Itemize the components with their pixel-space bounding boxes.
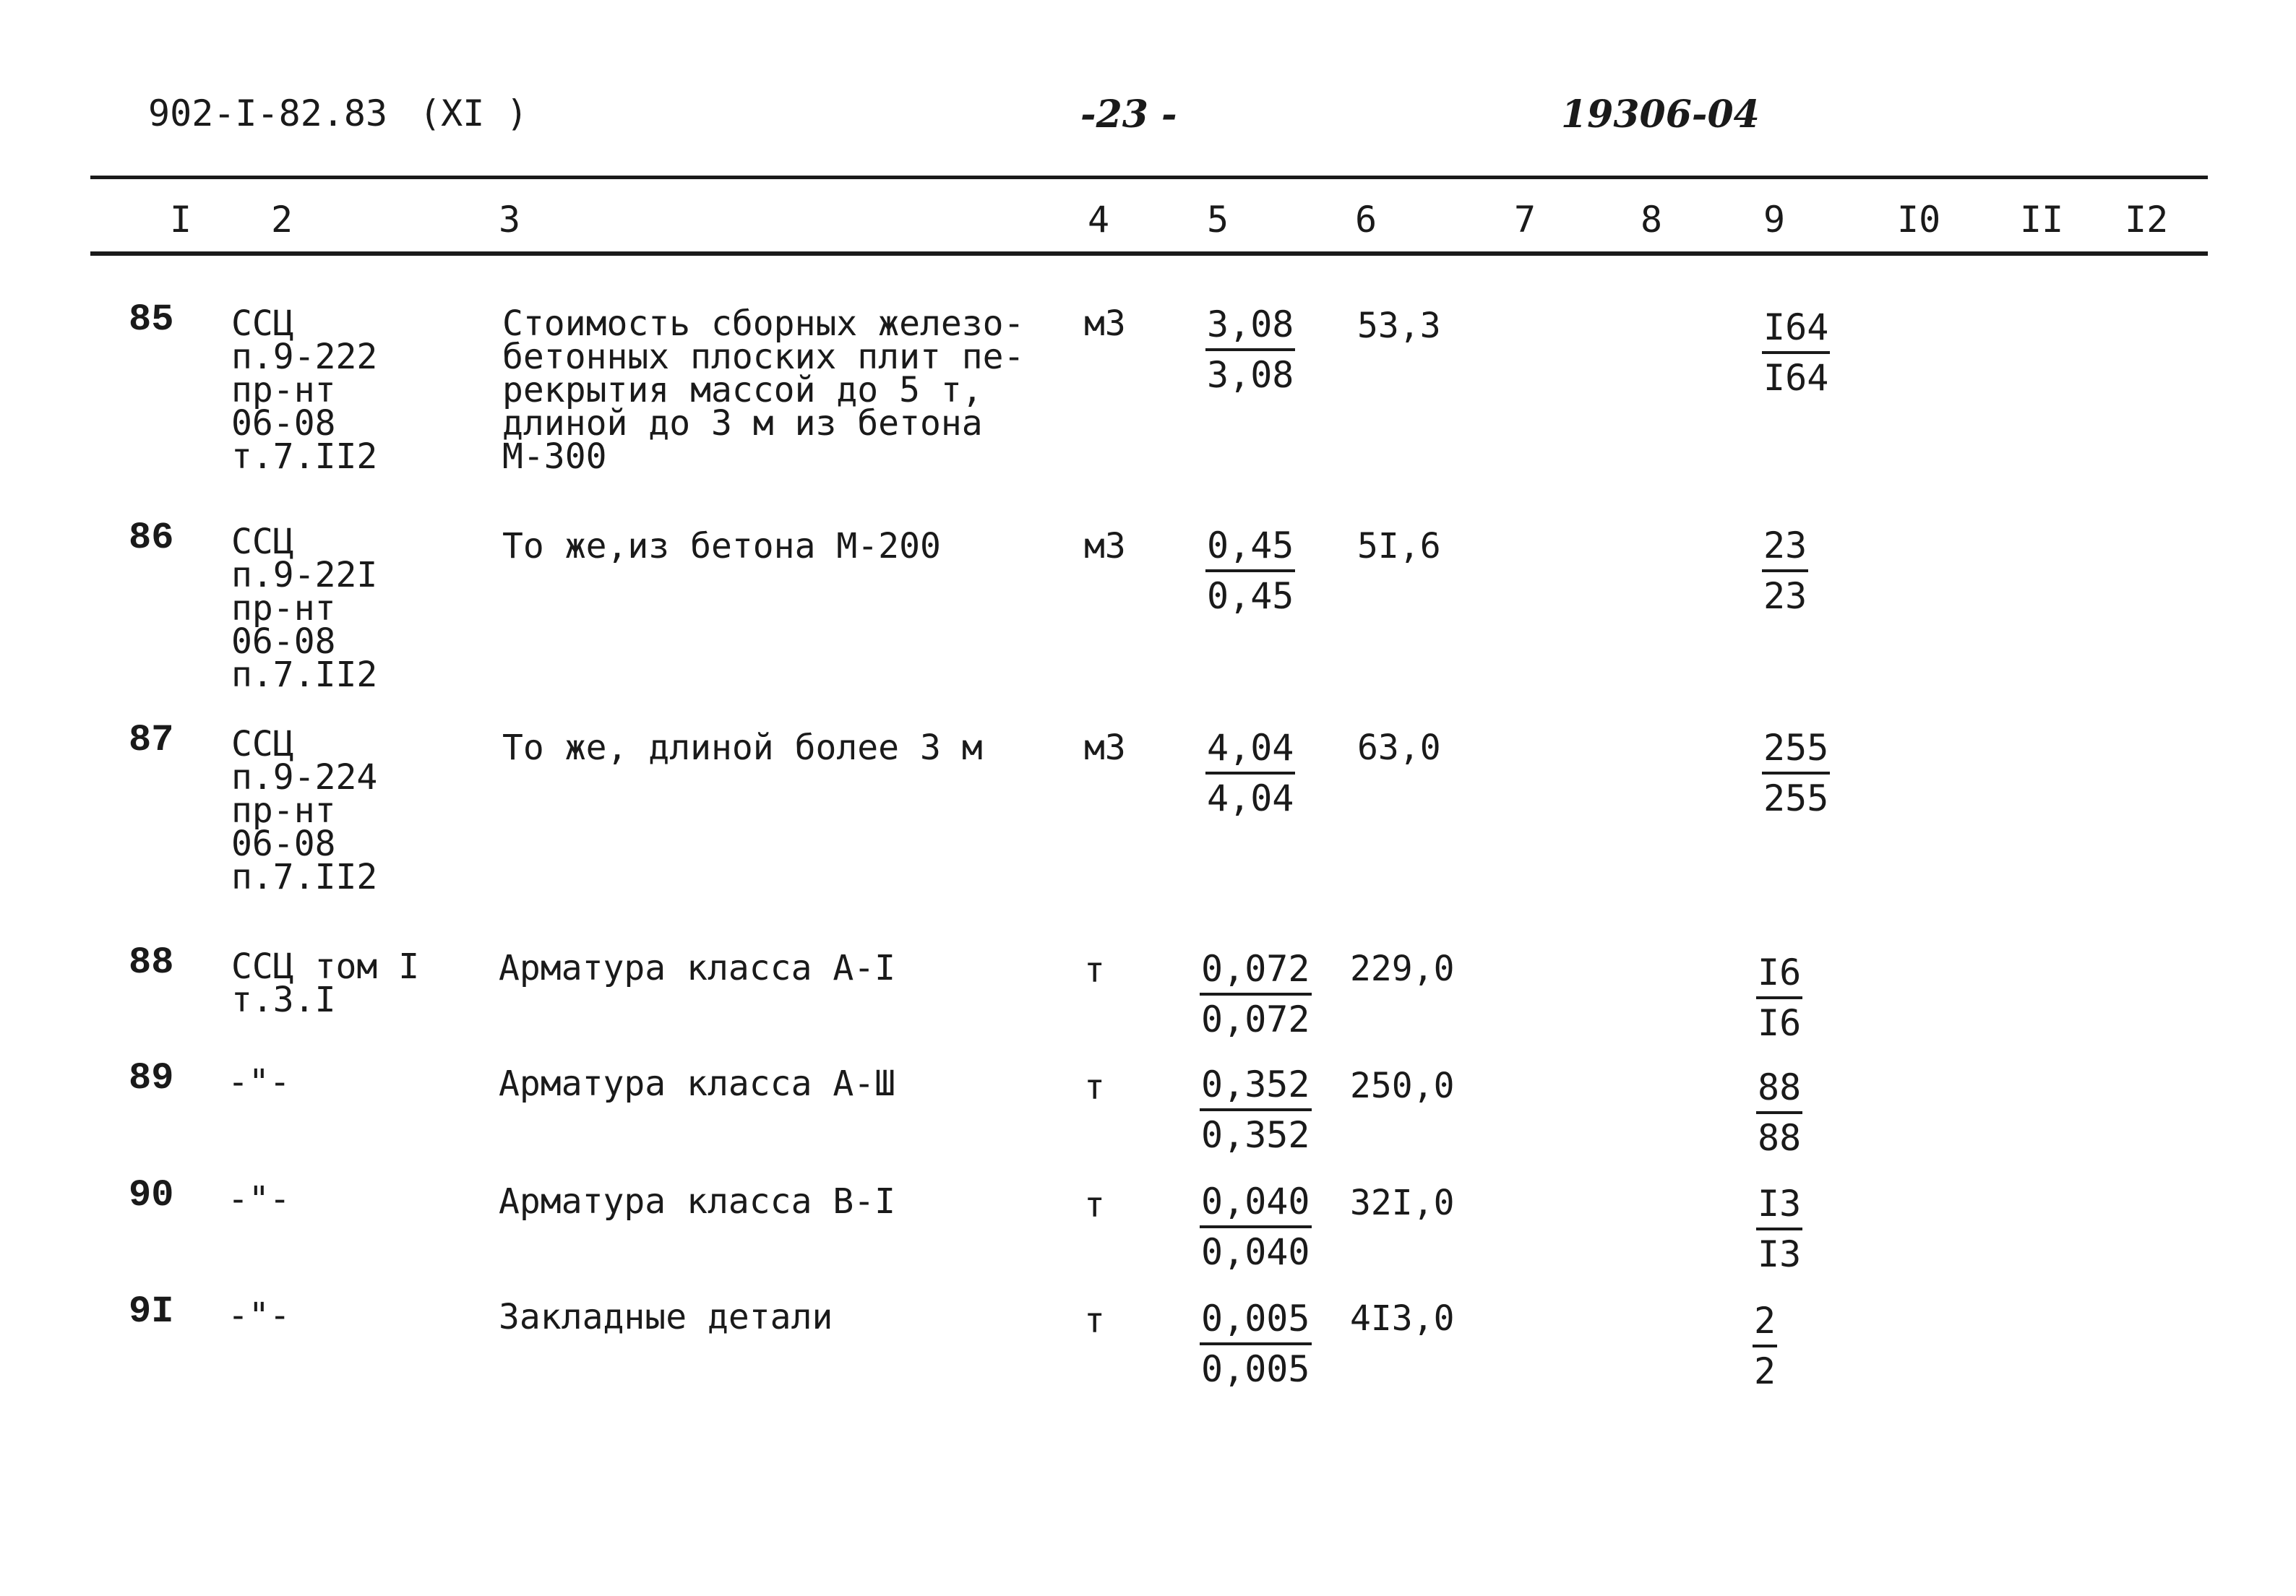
- reference-line: т.7.II2: [231, 436, 378, 477]
- description-line: М-300: [502, 436, 607, 477]
- description-line: Закладные детали: [499, 1297, 833, 1337]
- reference-line: 06-08: [231, 403, 336, 444]
- reference-line: ССЦ: [231, 724, 294, 764]
- reference-line: пр-нт: [231, 790, 336, 831]
- reference-cell: [228, 1062, 291, 1103]
- document-code: 902-I-82.83: [148, 92, 388, 134]
- column-number-10: I0: [1897, 199, 1941, 241]
- quantity-fraction: [1200, 1061, 1312, 1159]
- cost-fraction: [1762, 303, 1830, 402]
- cost-fraction: [1762, 522, 1808, 620]
- quantity-bottom: 0,005: [1201, 1348, 1310, 1390]
- cost-bottom: 23: [1763, 575, 1807, 617]
- description-line: То же, длиной более 3 м: [502, 728, 983, 768]
- cost-top: I3: [1756, 1180, 1802, 1230]
- unit-cell: м3: [1084, 526, 1126, 566]
- reference-line: п.7.II2: [231, 857, 378, 897]
- description-line: Арматура класса А-I: [499, 948, 896, 988]
- reference-line: т.3.I: [231, 980, 336, 1020]
- reference-line: пр-нт: [231, 370, 336, 410]
- reference-line: п.7.II2: [231, 655, 378, 695]
- column-number-4: 4: [1088, 199, 1110, 241]
- unit-price-cell: 229,0: [1350, 949, 1455, 989]
- unit-price-cell: 250,0: [1350, 1066, 1455, 1106]
- description-line: длиной до 3 м из бетона: [502, 403, 983, 444]
- column-number-1: I: [170, 199, 192, 241]
- quantity-bottom: 0,45: [1207, 575, 1294, 617]
- reference-line: п.9-222: [231, 337, 378, 377]
- description-cell: [499, 1181, 896, 1222]
- cost-bottom: I64: [1763, 357, 1829, 399]
- quantity-bottom: 0,072: [1201, 998, 1310, 1040]
- table-header-rule: [90, 251, 2208, 256]
- reference-cell: [231, 522, 378, 695]
- quantity-bottom: 4,04: [1207, 777, 1294, 819]
- description-cell: [499, 1064, 896, 1104]
- unit-price-cell: 32I,0: [1350, 1183, 1455, 1223]
- cost-top: I64: [1762, 303, 1830, 354]
- cost-top: I6: [1756, 949, 1802, 999]
- row-number: 86: [129, 517, 174, 559]
- quantity-fraction: [1205, 724, 1295, 822]
- quantity-bottom: 0,040: [1201, 1231, 1310, 1273]
- reference-line: -"-: [228, 1295, 291, 1336]
- description-cell: [502, 728, 983, 768]
- unit-price-cell: 53,3: [1357, 306, 1441, 346]
- reference-cell: [231, 303, 378, 477]
- description-cell: [499, 948, 896, 988]
- quantity-top: 0,040: [1200, 1178, 1312, 1228]
- reference-line: ССЦ: [231, 303, 294, 344]
- cost-fraction: [1756, 949, 1802, 1047]
- cost-bottom: 2: [1754, 1350, 1776, 1392]
- reference-line: п.9-224: [231, 757, 378, 798]
- reference-line: ССЦ: [231, 522, 294, 562]
- cost-top: 2: [1753, 1297, 1777, 1347]
- description-cell: [499, 1297, 833, 1337]
- description-line: рекрытия массой до 5 т,: [502, 370, 983, 410]
- quantity-top: 0,072: [1200, 945, 1312, 996]
- unit-price-cell: 4I3,0: [1350, 1298, 1455, 1339]
- quantity-top: 0,352: [1200, 1061, 1312, 1111]
- reference-line: 06-08: [231, 824, 336, 864]
- unit-price-cell: 63,0: [1357, 728, 1441, 768]
- reference-cell: [228, 1179, 291, 1220]
- column-number-2: 2: [271, 199, 293, 241]
- reference-line: -"-: [228, 1062, 291, 1103]
- volume-label: (XI ): [419, 92, 528, 134]
- unit-cell: м3: [1084, 728, 1126, 768]
- reference-cell: [228, 1295, 291, 1336]
- quantity-top: 3,08: [1205, 301, 1295, 351]
- cost-top: 23: [1762, 522, 1808, 572]
- row-number: 88: [129, 941, 174, 984]
- column-number-7: 7: [1514, 199, 1536, 241]
- reference-line: ССЦ том I: [231, 946, 420, 987]
- column-number-8: 8: [1641, 199, 1663, 241]
- quantity-fraction: [1205, 522, 1295, 620]
- column-number-9: 9: [1763, 199, 1786, 241]
- reference-cell: [231, 946, 420, 1020]
- row-number: 89: [129, 1057, 174, 1100]
- unit-cell: т: [1084, 950, 1105, 991]
- reference-cell: [231, 724, 378, 897]
- cost-fraction: [1756, 1064, 1802, 1162]
- row-number: 85: [129, 298, 174, 341]
- row-number: 9I: [129, 1290, 174, 1333]
- column-number-12: I2: [2125, 199, 2169, 241]
- quantity-bottom: 3,08: [1207, 354, 1294, 396]
- description-line: Стоимость сборных железо-: [502, 303, 1025, 344]
- column-number-5: 5: [1207, 199, 1229, 241]
- page-number: -23 -: [1080, 92, 1177, 137]
- cost-fraction: [1753, 1297, 1777, 1395]
- inventory-stamp: 19306-04: [1561, 92, 1760, 137]
- row-number: 87: [129, 719, 174, 762]
- description-cell: [502, 303, 1025, 477]
- cost-bottom: 88: [1758, 1117, 1802, 1159]
- unit-cell: т: [1084, 1067, 1105, 1108]
- cost-fraction: [1756, 1180, 1802, 1278]
- cost-top: 255: [1762, 724, 1830, 775]
- description-line: Арматура класса А-Ш: [499, 1064, 896, 1104]
- column-number-11: II: [2020, 199, 2064, 241]
- quantity-top: 0,005: [1200, 1295, 1312, 1345]
- cost-bottom: I6: [1758, 1002, 1802, 1044]
- cost-fraction: [1762, 724, 1830, 822]
- unit-cell: т: [1084, 1185, 1105, 1225]
- quantity-fraction: [1205, 301, 1295, 399]
- column-number-3: 3: [499, 199, 521, 241]
- column-number-6: 6: [1355, 199, 1377, 241]
- description-line: Арматура класса В-I: [499, 1181, 896, 1222]
- row-number: 90: [129, 1174, 174, 1217]
- table-top-rule: [90, 176, 2208, 179]
- quantity-top: 0,45: [1205, 522, 1295, 572]
- cost-bottom: 255: [1763, 777, 1829, 819]
- description-line: То же,из бетона М-200: [502, 526, 941, 566]
- reference-line: п.9-22I: [231, 555, 378, 595]
- cost-bottom: I3: [1758, 1233, 1802, 1275]
- unit-price-cell: 5I,6: [1357, 526, 1441, 566]
- quantity-fraction: [1200, 945, 1312, 1043]
- cost-top: 88: [1756, 1064, 1802, 1114]
- description-line: бетонных плоских плит пе-: [502, 337, 1025, 377]
- unit-cell: т: [1084, 1300, 1105, 1341]
- quantity-bottom: 0,352: [1201, 1114, 1310, 1156]
- quantity-fraction: [1200, 1295, 1312, 1393]
- reference-line: 06-08: [231, 621, 336, 662]
- reference-line: -"-: [228, 1179, 291, 1220]
- quantity-top: 4,04: [1205, 724, 1295, 775]
- reference-line: пр-нт: [231, 588, 336, 629]
- quantity-fraction: [1200, 1178, 1312, 1276]
- unit-cell: м3: [1084, 303, 1126, 344]
- description-cell: [502, 526, 941, 566]
